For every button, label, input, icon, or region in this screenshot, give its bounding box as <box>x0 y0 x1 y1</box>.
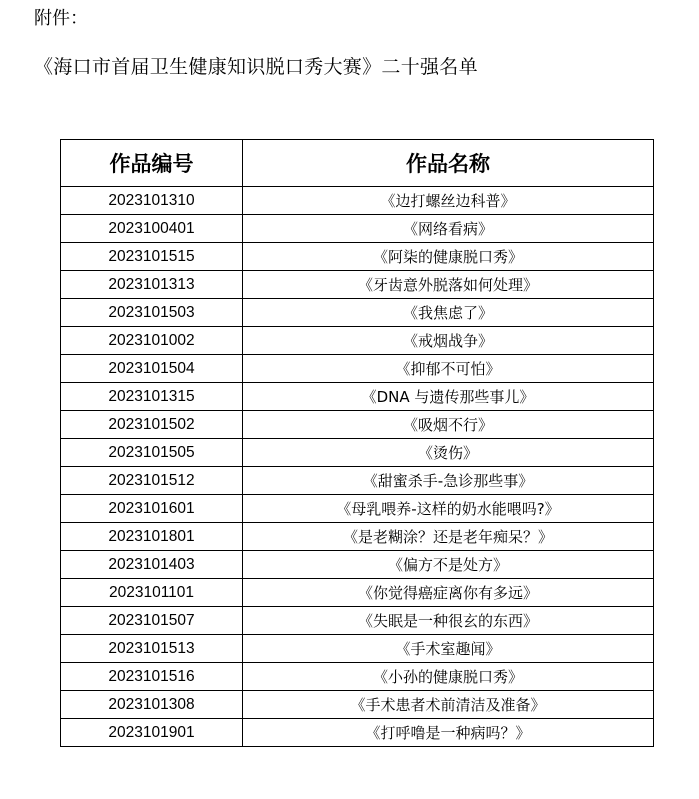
work-name: 《小孙的健康脱口秀》 <box>243 663 654 691</box>
table-row <box>61 439 654 467</box>
work-code: 2023100401 <box>61 215 243 243</box>
work-name: 《手术室趣闻》 <box>243 635 654 663</box>
table-row <box>61 355 654 383</box>
work-code: 2023101901 <box>61 719 243 747</box>
work-name: 《烫伤》 <box>243 439 654 467</box>
work-code: 2023101403 <box>61 551 243 579</box>
work-code: 2023101310 <box>61 187 243 215</box>
table-row <box>61 467 654 495</box>
table-header-row <box>61 140 654 187</box>
table-row <box>61 243 654 271</box>
work-name: 《吸烟不行》 <box>243 411 654 439</box>
work-code: 2023101515 <box>61 243 243 271</box>
header-work-name: 作品名称 <box>243 140 654 187</box>
work-code: 2023101801 <box>61 523 243 551</box>
table-row <box>61 271 654 299</box>
work-name: 《抑郁不可怕》 <box>243 355 654 383</box>
work-name: 《母乳喂养-这样的奶水能喂吗?》 <box>243 495 654 523</box>
table-row <box>61 383 654 411</box>
work-name: 《阿柒的健康脱口秀》 <box>243 243 654 271</box>
table-row <box>61 579 654 607</box>
work-code: 2023101512 <box>61 467 243 495</box>
work-name: 《边打螺丝边科普》 <box>243 187 654 215</box>
work-code: 2023101002 <box>61 327 243 355</box>
work-name: 《网络看病》 <box>243 215 654 243</box>
work-code: 2023101507 <box>61 607 243 635</box>
work-name: 《你觉得癌症离你有多远》 <box>243 579 654 607</box>
work-code: 2023101601 <box>61 495 243 523</box>
table-row <box>61 607 654 635</box>
table-row <box>61 523 654 551</box>
table-row <box>61 215 654 243</box>
work-name: 《DNA 与遗传那些事儿》 <box>243 383 654 411</box>
table-row <box>61 551 654 579</box>
table-body <box>61 187 654 747</box>
work-name: 《我焦虑了》 <box>243 299 654 327</box>
work-name: 《手术患者术前清洁及准备》 <box>243 691 654 719</box>
work-code: 2023101516 <box>61 663 243 691</box>
work-name: 《打呼噜是一种病吗？》 <box>243 719 654 747</box>
work-code: 2023101505 <box>61 439 243 467</box>
work-name: 《偏方不是处方》 <box>243 551 654 579</box>
work-code: 2023101502 <box>61 411 243 439</box>
work-code: 2023101503 <box>61 299 243 327</box>
table-row <box>61 187 654 215</box>
table-row <box>61 719 654 747</box>
attachment-label: 附件： <box>34 8 88 29</box>
header-work-code: 作品编号 <box>61 140 243 187</box>
table-row <box>61 495 654 523</box>
top-twenty-table <box>60 139 654 747</box>
table-header <box>61 140 654 187</box>
work-name: 《甜蜜杀手-急诊那些事》 <box>243 467 654 495</box>
work-name: 《牙齿意外脱落如何处理》 <box>243 271 654 299</box>
table-row <box>61 411 654 439</box>
work-code: 2023101313 <box>61 271 243 299</box>
work-code: 2023101101 <box>61 579 243 607</box>
table-row <box>61 691 654 719</box>
document-title: 《海口市首届卫生健康知识脱口秀大赛》二十强名单 <box>34 56 478 78</box>
work-name: 《是老糊涂？还是老年痴呆？》 <box>243 523 654 551</box>
work-code: 2023101308 <box>61 691 243 719</box>
work-code: 2023101513 <box>61 635 243 663</box>
work-name: 《戒烟战争》 <box>243 327 654 355</box>
work-name: 《失眠是一种很玄的东西》 <box>243 607 654 635</box>
table-row <box>61 299 654 327</box>
work-code: 2023101504 <box>61 355 243 383</box>
table-row <box>61 663 654 691</box>
table-row <box>61 635 654 663</box>
work-code: 2023101315 <box>61 383 243 411</box>
table-row <box>61 327 654 355</box>
